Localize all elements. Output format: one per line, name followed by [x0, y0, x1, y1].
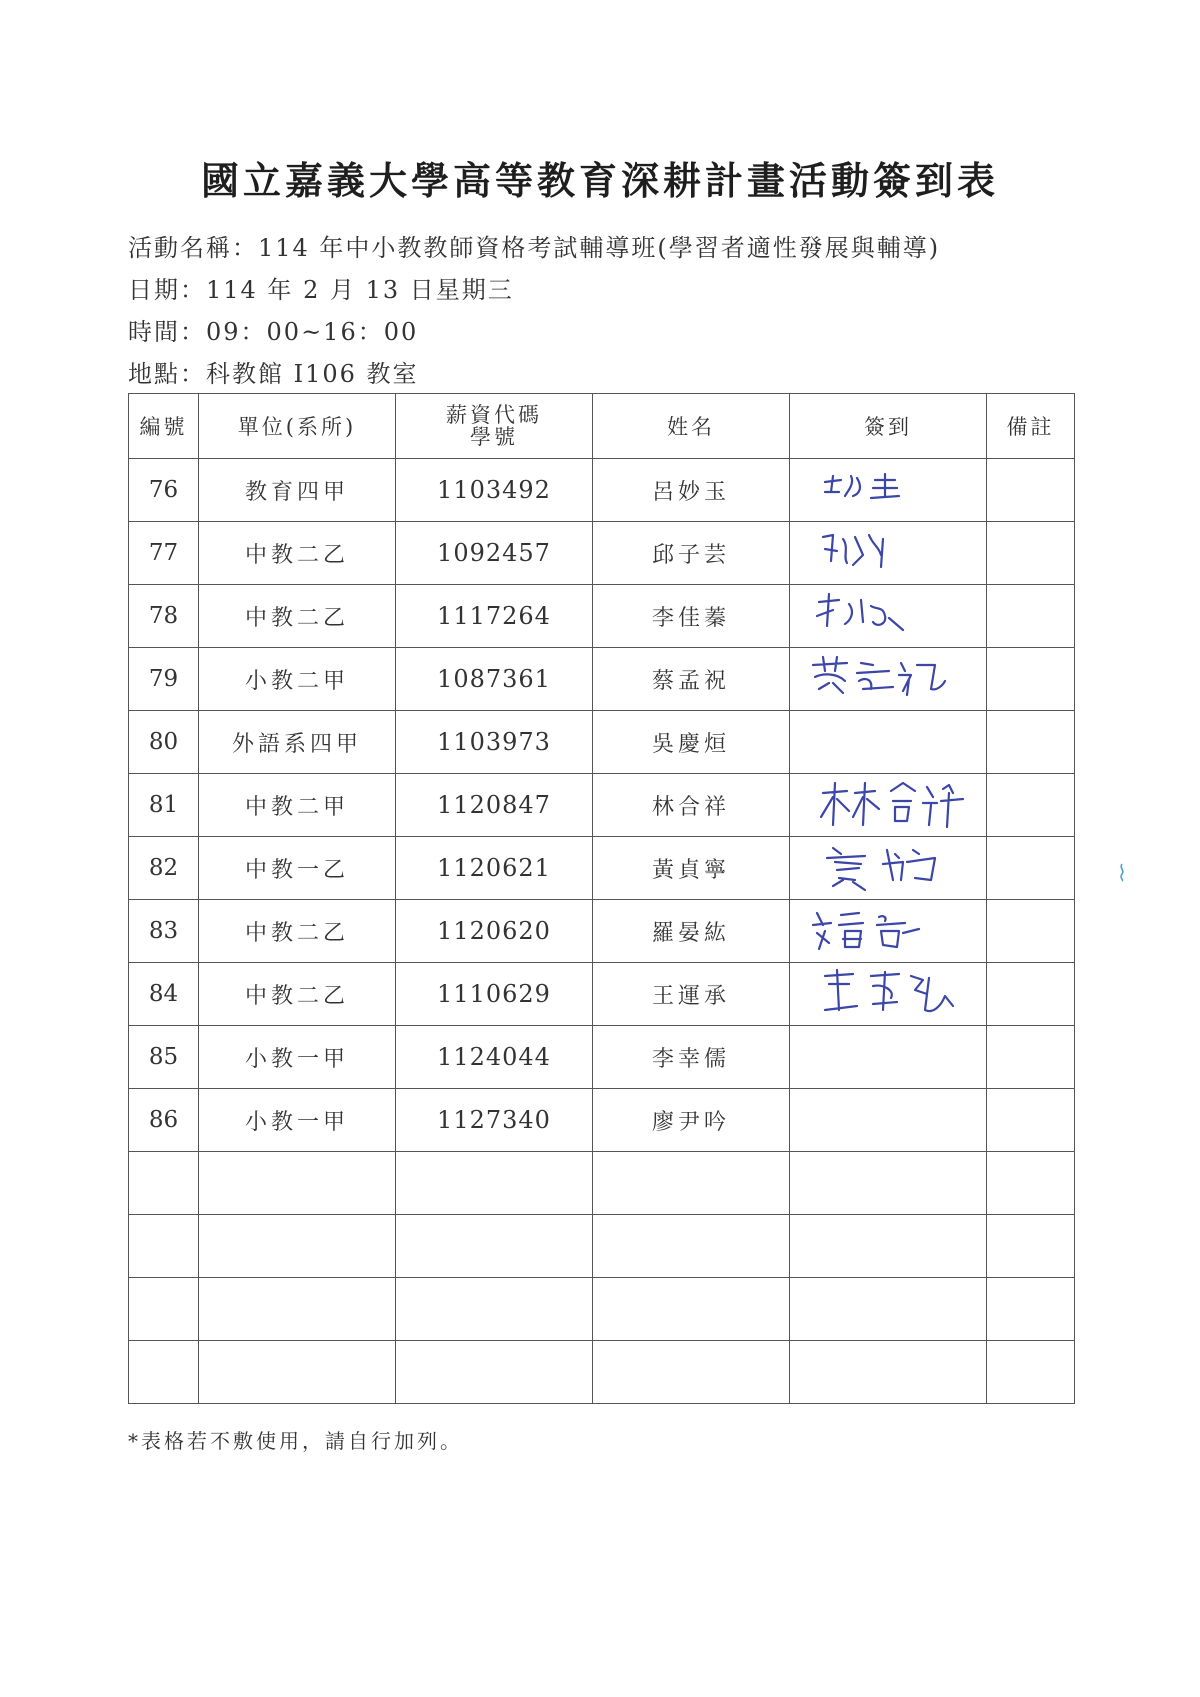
row-number: 86 — [129, 1089, 199, 1152]
row-signature — [790, 522, 987, 585]
header-signature: 簽到 — [790, 394, 987, 459]
row-remarks — [987, 459, 1075, 522]
row-number: 79 — [129, 648, 199, 711]
row-student-id: 1092457 — [396, 522, 593, 585]
empty-cell — [790, 1152, 987, 1215]
row-remarks — [987, 900, 1075, 963]
row-department: 小教一甲 — [199, 1026, 396, 1089]
empty-cell — [593, 1152, 790, 1215]
table-row — [129, 711, 1075, 774]
header-number: 編號 — [129, 394, 199, 459]
row-number: 80 — [129, 711, 199, 774]
table-row — [129, 1026, 1075, 1089]
empty-cell — [396, 1278, 593, 1341]
header-id-line2: 學號 — [470, 425, 518, 449]
activity-date: 日期：114 年 2 月 13 日星期三 — [128, 276, 514, 304]
handwritten-signature — [803, 651, 973, 707]
table-row — [129, 585, 1075, 648]
empty-cell — [987, 1152, 1075, 1215]
row-number: 85 — [129, 1026, 199, 1089]
row-remarks — [987, 1026, 1075, 1089]
handwritten-signature — [803, 462, 973, 518]
row-signature — [790, 774, 987, 837]
row-signature — [790, 837, 987, 900]
header-name: 姓名 — [593, 394, 790, 459]
row-name: 羅晏紘 — [593, 900, 790, 963]
row-number: 78 — [129, 585, 199, 648]
row-department: 中教二乙 — [199, 522, 396, 585]
sign-in-table — [128, 393, 1075, 1404]
empty-cell — [593, 1278, 790, 1341]
row-name: 王運承 — [593, 963, 790, 1026]
empty-table-row — [129, 1152, 1075, 1215]
header-department: 單位(系所) — [199, 394, 396, 459]
table-row — [129, 459, 1075, 522]
row-remarks — [987, 522, 1075, 585]
empty-cell — [199, 1341, 396, 1404]
row-name: 廖尹吟 — [593, 1089, 790, 1152]
row-name: 黃貞寧 — [593, 837, 790, 900]
table-row — [129, 774, 1075, 837]
row-name: 蔡孟祝 — [593, 648, 790, 711]
empty-cell — [593, 1341, 790, 1404]
row-department: 中教二甲 — [199, 774, 396, 837]
row-signature — [790, 711, 987, 774]
activity-location: 地點：科教館 I106 教室 — [128, 360, 419, 388]
row-remarks — [987, 585, 1075, 648]
stray-pen-mark — [1117, 862, 1127, 882]
header-id — [396, 394, 593, 459]
row-number: 81 — [129, 774, 199, 837]
row-name: 林合祥 — [593, 774, 790, 837]
row-department: 小教二甲 — [199, 648, 396, 711]
empty-cell — [129, 1215, 199, 1278]
empty-table-row — [129, 1341, 1075, 1404]
handwritten-signature — [803, 840, 973, 896]
row-signature — [790, 1026, 987, 1089]
empty-cell — [790, 1278, 987, 1341]
row-student-id: 1103492 — [396, 459, 593, 522]
row-signature — [790, 963, 987, 1026]
empty-cell — [987, 1341, 1075, 1404]
handwritten-signature — [803, 777, 973, 833]
table-row — [129, 1089, 1075, 1152]
table-row — [129, 963, 1075, 1026]
row-number: 76 — [129, 459, 199, 522]
row-signature — [790, 900, 987, 963]
row-department: 外語系四甲 — [199, 711, 396, 774]
table-row — [129, 900, 1075, 963]
row-name: 呂妙玉 — [593, 459, 790, 522]
row-remarks — [987, 711, 1075, 774]
empty-cell — [987, 1215, 1075, 1278]
row-name: 吳慶烜 — [593, 711, 790, 774]
row-student-id: 1117264 — [396, 585, 593, 648]
row-signature — [790, 1089, 987, 1152]
empty-cell — [129, 1278, 199, 1341]
empty-table-row — [129, 1278, 1075, 1341]
table-row — [129, 837, 1075, 900]
empty-cell — [199, 1215, 396, 1278]
row-remarks — [987, 837, 1075, 900]
row-number: 83 — [129, 900, 199, 963]
table-body — [129, 459, 1075, 1404]
empty-cell — [396, 1341, 593, 1404]
row-signature — [790, 585, 987, 648]
row-department: 教育四甲 — [199, 459, 396, 522]
row-remarks — [987, 774, 1075, 837]
row-student-id: 1120847 — [396, 774, 593, 837]
table-row — [129, 648, 1075, 711]
row-student-id: 1127340 — [396, 1089, 593, 1152]
header-id-line1: 薪資代碼 — [446, 403, 542, 427]
header-remarks: 備註 — [987, 394, 1075, 459]
row-student-id: 1103973 — [396, 711, 593, 774]
empty-cell — [790, 1341, 987, 1404]
empty-cell — [199, 1152, 396, 1215]
row-number: 84 — [129, 963, 199, 1026]
empty-cell — [396, 1152, 593, 1215]
document-title: 國立嘉義大學高等教育深耕計畫活動簽到表 — [200, 158, 999, 203]
row-remarks — [987, 1089, 1075, 1152]
row-name: 邱子芸 — [593, 522, 790, 585]
row-number: 82 — [129, 837, 199, 900]
handwritten-signature — [803, 588, 973, 644]
empty-table-row — [129, 1215, 1075, 1278]
row-number: 77 — [129, 522, 199, 585]
row-student-id: 1110629 — [396, 963, 593, 1026]
row-name: 李幸儒 — [593, 1026, 790, 1089]
activity-time: 時間：09：00~16：00 — [128, 318, 419, 346]
empty-cell — [790, 1215, 987, 1278]
table-row — [129, 522, 1075, 585]
row-department: 中教二乙 — [199, 900, 396, 963]
empty-cell — [129, 1152, 199, 1215]
footnote: *表格若不敷使用，請自行加列。 — [128, 1429, 463, 1453]
handwritten-signature — [803, 525, 973, 581]
row-signature — [790, 648, 987, 711]
row-signature — [790, 459, 987, 522]
row-student-id: 1120620 — [396, 900, 593, 963]
empty-cell — [987, 1278, 1075, 1341]
row-remarks — [987, 963, 1075, 1026]
row-department: 中教一乙 — [199, 837, 396, 900]
row-department: 小教一甲 — [199, 1089, 396, 1152]
handwritten-signature — [803, 966, 973, 1022]
handwritten-signature — [803, 903, 973, 959]
empty-cell — [593, 1215, 790, 1278]
row-name: 李佳蓁 — [593, 585, 790, 648]
empty-cell — [396, 1215, 593, 1278]
empty-cell — [199, 1278, 396, 1341]
row-department: 中教二乙 — [199, 585, 396, 648]
empty-cell — [129, 1341, 199, 1404]
row-student-id: 1120621 — [396, 837, 593, 900]
row-student-id: 1087361 — [396, 648, 593, 711]
row-remarks — [987, 648, 1075, 711]
table-header-row — [129, 394, 1075, 459]
activity-name: 活動名稱：114 年中小教教師資格考試輔導班(學習者適性發展與輔導) — [128, 234, 941, 262]
row-department: 中教二乙 — [199, 963, 396, 1026]
row-student-id: 1124044 — [396, 1026, 593, 1089]
